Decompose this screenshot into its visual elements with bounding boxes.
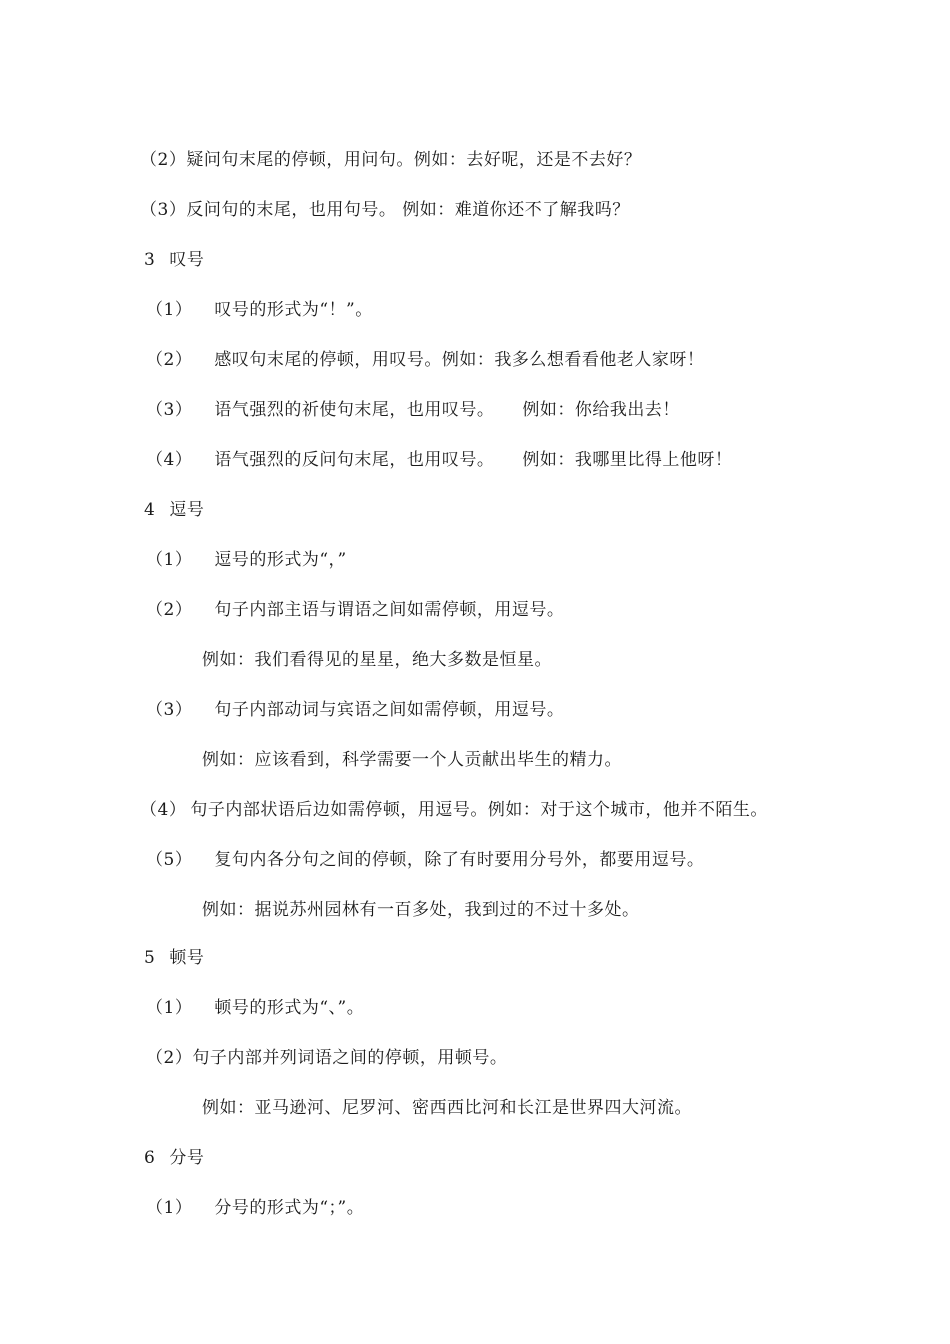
item-number: （3） — [146, 700, 193, 720]
item-number: （1） — [146, 998, 193, 1018]
section-title: 顿号 — [169, 948, 205, 968]
section-number: 4 — [144, 500, 156, 520]
list-item — [140, 198, 630, 222]
list-item — [146, 848, 704, 872]
section-heading — [144, 248, 204, 272]
item-text: 句子内部动词与宾语之间如需停顿，用逗号。 — [214, 700, 565, 720]
section-number: 5 — [144, 948, 156, 968]
list-item — [146, 348, 704, 372]
item-example: 例如：亚马逊河、尼罗河、密西西比河和长江是世界四大河流。 — [202, 1098, 692, 1118]
section-number: 6 — [144, 1148, 156, 1168]
section-title: 叹号 — [169, 250, 205, 270]
list-item — [146, 1196, 364, 1220]
list-item — [140, 798, 768, 822]
list-item — [140, 148, 641, 172]
item-text: 语气强烈的祈使句末尾，也用叹号。 — [214, 400, 495, 420]
example-line — [202, 648, 552, 672]
item-number: （1） — [146, 550, 193, 570]
item-number: （5） — [146, 850, 193, 870]
section-title: 逗号 — [169, 500, 205, 520]
item-example: 例如：你给我出去！ — [522, 400, 680, 420]
item-number: （3） — [140, 200, 187, 220]
item-text: 句子内部并列词语之间的停顿，用顿号。 — [192, 1048, 508, 1068]
item-number: （4） — [146, 450, 193, 470]
item-number: （1） — [146, 1198, 193, 1218]
item-text: 语气强烈的反问句末尾，也用叹号。 — [214, 450, 495, 470]
section-number: 3 — [144, 250, 156, 270]
list-item — [146, 548, 347, 572]
example-line — [202, 748, 622, 772]
item-example: 例如：据说苏州园林有一百多处，我到过的不过十多处。 — [202, 900, 640, 920]
section-heading — [144, 946, 204, 970]
list-item — [146, 448, 732, 472]
item-text: 句子内部主语与谓语之间如需停顿，用逗号。 — [214, 600, 565, 620]
list-item — [146, 1046, 507, 1070]
item-number: （1） — [146, 300, 193, 320]
item-example: 例如：我们看得见的星星，绝大多数是恒星。 — [202, 650, 552, 670]
item-text: 复句内各分句之间的停顿，除了有时要用分号外，都要用逗号。 — [214, 850, 705, 870]
list-item — [146, 398, 680, 422]
list-item — [146, 598, 564, 622]
item-text: 分号的形式为“；”。 — [214, 1198, 365, 1218]
section-heading — [144, 498, 204, 522]
list-item — [146, 698, 564, 722]
example-line — [202, 1096, 692, 1120]
list-item — [146, 298, 373, 322]
list-item — [146, 996, 364, 1020]
item-text: 反问句的末尾，也用句号。 例如：难道你还不了解我吗？ — [186, 200, 630, 220]
section-heading — [144, 1146, 204, 1170]
item-text: 句子内部状语后边如需停顿，用逗号。例如：对于这个城市，他并不陌生。 — [190, 800, 768, 820]
item-number: （3） — [146, 400, 193, 420]
item-text: 逗号的形式为“，” — [214, 550, 347, 570]
item-number: （4） — [140, 800, 187, 820]
item-text: 感叹句末尾的停顿，用叹号。例如：我多么想看看他老人家呀！ — [214, 350, 705, 370]
item-example: 例如：应该看到，科学需要一个人贡献出毕生的精力。 — [202, 750, 622, 770]
item-number: （2） — [146, 600, 193, 620]
item-text: 疑问句末尾的停顿，用问句。例如：去好呢，还是不去好？ — [186, 150, 642, 170]
item-number: （2） — [140, 150, 187, 170]
item-text: 顿号的形式为“、”。 — [214, 998, 365, 1018]
item-number: （2） — [146, 350, 193, 370]
item-example: 例如：我哪里比得上他呀！ — [522, 450, 733, 470]
item-number: （2） — [146, 1048, 193, 1068]
example-line — [202, 898, 640, 922]
section-title: 分号 — [169, 1148, 205, 1168]
item-text: 叹号的形式为“！”。 — [214, 300, 373, 320]
